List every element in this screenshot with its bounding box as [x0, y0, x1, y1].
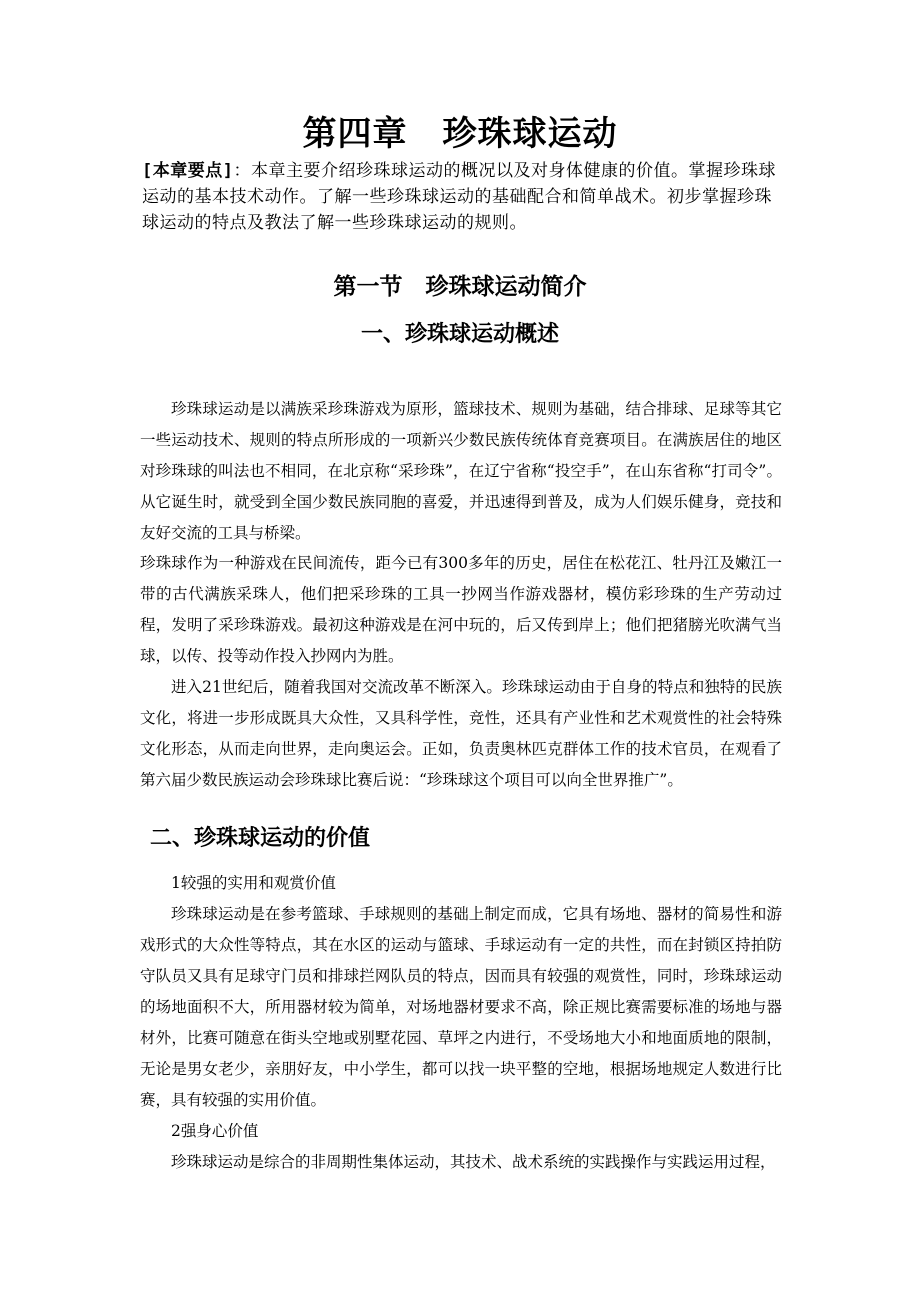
overview-paragraph-2: 珍珠球作为一种游戏在民间流传，距今已有300多年的历史，居住在松花江、牡丹江及嫩江一带的古代满族采珠人，他们把采珍珠的工具一抄网当作游戏器材，模仿彩珍珠的生产劳动过程，发明了采珍珠游戏。最初这种游戏是在河中玩的，后又传到岸上；他们把猪膀光吹满气当球，以传、投等动作投入抄网内为胜。 — [140, 554, 782, 665]
value-item-1-text: 珍珠球运动是在参考篮球、手球规则的基础上制定而成，它具有场地、器材的简易性和游戏形式的大众性等特点，其在水区的运动与篮球、手球运动有一定的共性，而在封锁区持拍防守队员又具有足球守门员和排球拦网队员的特点，因而具有较强的观赏性，同时，珍珠球运动的场地面积不大，所用器材较为简单，对场地器材要求不高，除正规比赛需要标准的场地与器材外，比赛可随意在街头空地或别墅花园、草坪之内进行，不受场地大小和地面质地的限制，无论是男女老少，亲朋好友，中小学生，都可以找一块平整的空地，根据场地规定人数进行比赛，具有较强的实用价值。 — [140, 905, 782, 1109]
value-heading: 二、珍珠球运动的价值 — [150, 826, 371, 851]
overview-paragraph-3: 进入21世纪后，随着我国对交流改革不断深入。珍珠球运动由于自身的特点和独特的民族文化，将进一步形成既具大众性，又具科学性，竞性，还具有产业性和艺术观赏性的社会特殊文化形态，从而走向世界，走向奥运会。正如，负责奥林匹克群体工作的技术官员，在观看了第六届少数民族运动会珍珠球比赛后说：“珍珠球这个项目可以向全世界推广”。 — [140, 678, 782, 789]
key-points-label: [本章要点] — [142, 161, 234, 181]
overview-heading: 一、珍珠球运动概述 — [360, 322, 559, 347]
overview-paragraph-1: 珍珠球运动是以满族采珍珠游戏为原形，篮球技术、规则为基础，结合排球、足球等其它一些运动技术、规则的特点所形成的一项新兴少数民族传统体育竞赛项目。在满族居住的地区对珍珠球的叫法也不相同，在北京称“采珍珠”，在辽宁省称“投空手”，在山东省称“打司令”。从它诞生时，就受到全国少数民族同胞的喜爱，并迅速得到普及，成为人们娱乐健身，竞技和友好交流的工具与桥梁。 — [140, 400, 782, 542]
value-item-1-heading: 1较强的实用和观赏价值 — [171, 874, 336, 892]
value-item-2-text: 珍珠球运动是综合的非周期性集体运动，其技术、战术系统的实践操作与实践运用过程， — [171, 1153, 776, 1171]
chapter-title: 第四章 珍珠球运动 — [302, 114, 618, 154]
key-points — [142, 158, 784, 236]
key-points-text: ：本章主要介绍珍珠球运动的概况以及对身体健康的价值。掌握珍珠球运动的基本技术动作。了解一些珍珠球运动的基础配合和简单战术。初步掌握珍珠球运动的特点及教法了解一些珍珠球运动的规则。 — [142, 161, 776, 233]
section-title: 第一节 珍珠球运动简介 — [333, 274, 587, 300]
value-item-2-heading: 2强身心价值 — [171, 1122, 259, 1140]
